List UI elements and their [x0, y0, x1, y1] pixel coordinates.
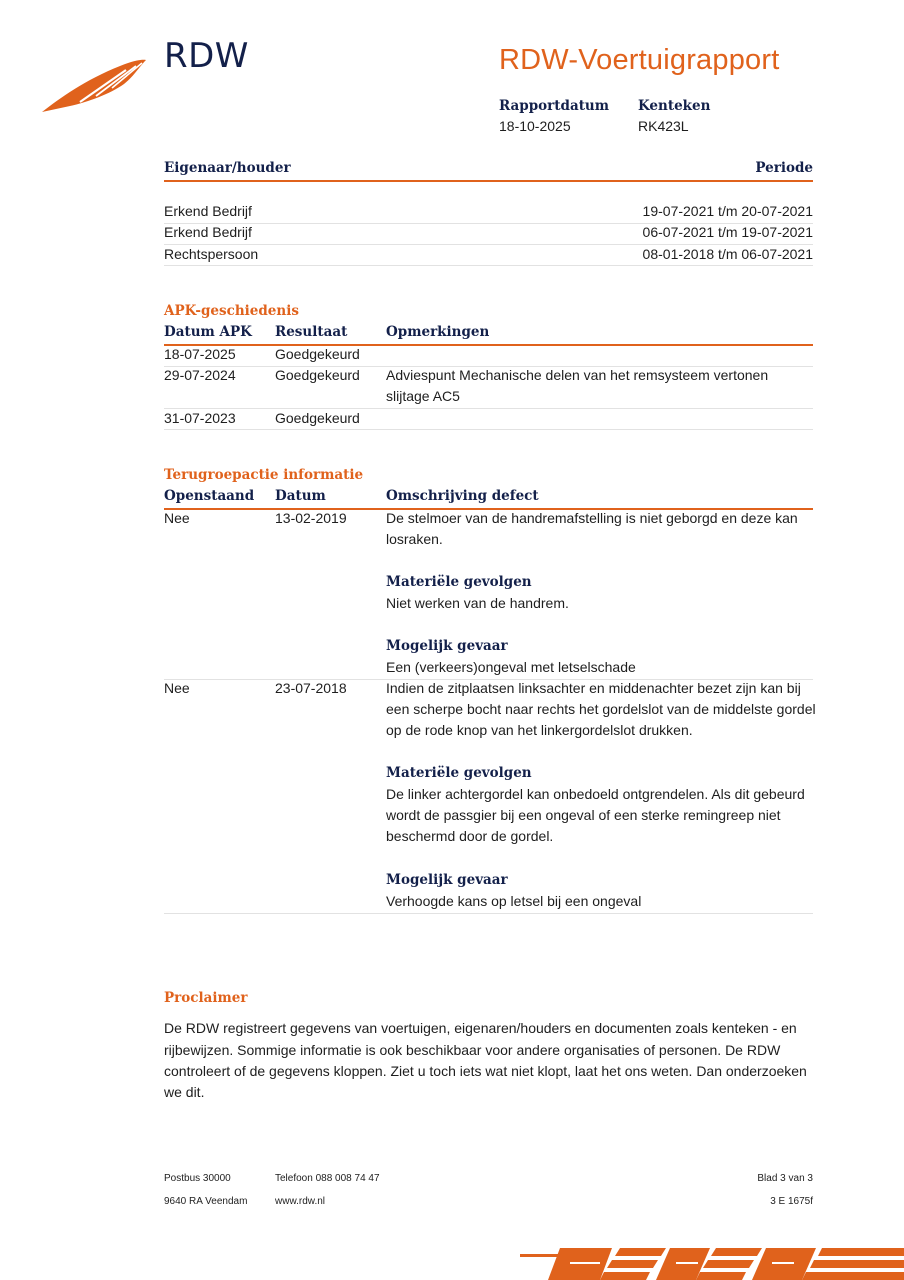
proclaimer-line: controleert of de gegevens kloppen. Ziet u toch iets wat niet klopt, laat het ons weten. Dan onderzoeken	[164, 1063, 807, 1079]
recall-date-cell: 23-07-2018	[275, 680, 347, 696]
row-divider	[164, 408, 813, 409]
consequences-line: Niet werken van de handrem.	[386, 595, 569, 611]
recall-description-line: Indien de zitplaatsen linksachter en middenachter bezet zijn kan bij	[386, 680, 801, 696]
period-cell: 08-01-2018 t/m 06-07-2021	[642, 246, 813, 262]
apk-result-cell: Goedgekeurd	[275, 367, 360, 383]
proclaimer-line: rijbewijzen. Sommige informatie is ook beschikbaar voor andere organisaties of personen. De RDW	[164, 1042, 781, 1058]
danger-label: Mogelijk gevaar	[386, 638, 508, 654]
recall-description-line: losraken.	[386, 531, 443, 547]
apk-remarks-column-header: Opmerkingen	[386, 324, 490, 340]
recall-date-cell: 13-02-2019	[275, 510, 347, 526]
apk-date-cell: 31-07-2023	[164, 410, 236, 426]
danger-line: Verhoogde kans op letsel bij een ongeval	[386, 893, 642, 909]
footer-city: 9640 RA Veendam	[164, 1196, 248, 1207]
proclaimer-line: we dit.	[164, 1084, 205, 1100]
consequences-line: De linker achtergordel kan onbedoeld ontgrendelen. Als dit gebeurd	[386, 786, 805, 802]
apk-section-title: APK-geschiedenis	[164, 303, 299, 319]
brand-name: RDW	[164, 36, 249, 76]
footer-po-box: Postbus 30000	[164, 1173, 231, 1184]
recall-section-title: Terugroepactie informatie	[164, 467, 364, 483]
plate-label: Kenteken	[638, 98, 711, 114]
recall-description-line: op de rode knop van het linkergordelslot drukken.	[386, 722, 693, 738]
apk-result-cell: Goedgekeurd	[275, 410, 360, 426]
row-divider	[164, 913, 813, 914]
plate-value: RK423L	[638, 118, 689, 134]
proclaimer-line: De RDW registreert gegevens van voertuigen, eigenaren/houders en documenten zoals kenteken - en	[164, 1020, 797, 1036]
row-divider	[164, 429, 813, 430]
decorative-stripes-icon	[520, 1244, 904, 1280]
proclaimer-title: Proclaimer	[164, 990, 248, 1006]
danger-line: Een (verkeers)ongeval met letselschade	[386, 659, 636, 675]
apk-header-rule	[164, 344, 813, 346]
recall-date-column-header: Datum	[275, 488, 326, 504]
recall-open-cell: Nee	[164, 510, 190, 526]
owner-cell: Erkend Bedrijf	[164, 224, 252, 240]
consequences-label: Materiële gevolgen	[386, 765, 532, 781]
apk-date-cell: 29-07-2024	[164, 367, 236, 383]
recall-description-column-header: Omschrijving defect	[386, 488, 539, 504]
consequences-line: beschermd door de gordel.	[386, 828, 554, 844]
footer-phone: Telefoon 088 008 74 47	[275, 1173, 380, 1184]
consequences-line: wordt de passgier bij een ongeval of een sterke remingreep niet	[386, 807, 781, 823]
consequences-label: Materiële gevolgen	[386, 574, 532, 590]
period-column-header: Periode	[755, 160, 813, 176]
report-date-value: 18-10-2025	[499, 118, 571, 134]
recall-description-line: een scherpe bocht naar rechts het gordelslot van de middelste gordel	[386, 701, 816, 717]
rdw-logo-icon	[40, 58, 148, 116]
recall-description-line: De stelmoer van de handremafstelling is niet geborgd en deze kan	[386, 510, 798, 526]
recall-open-cell: Nee	[164, 680, 190, 696]
footer-page-number: Blad 3 van 3	[757, 1173, 813, 1184]
owner-column-header: Eigenaar/houder	[164, 160, 291, 176]
period-cell: 19-07-2021 t/m 20-07-2021	[642, 203, 813, 219]
apk-result-column-header: Resultaat	[275, 324, 348, 340]
owners-header-rule	[164, 180, 813, 182]
apk-remarks-line: slijtage AC5	[386, 388, 460, 404]
danger-label: Mogelijk gevaar	[386, 872, 508, 888]
apk-date-column-header: Datum APK	[164, 324, 252, 340]
apk-result-cell: Goedgekeurd	[275, 346, 360, 362]
document-title: RDW-Voertuigrapport	[499, 44, 780, 76]
owner-cell: Erkend Bedrijf	[164, 203, 252, 219]
report-date-label: Rapportdatum	[499, 98, 610, 114]
row-divider	[164, 265, 813, 266]
recall-open-column-header: Openstaand	[164, 488, 255, 504]
apk-remarks-line: Adviespunt Mechanische delen van het remsysteem vertonen	[386, 367, 769, 383]
period-cell: 06-07-2021 t/m 19-07-2021	[642, 224, 813, 240]
footer-website-link[interactable]: www.rdw.nl	[275, 1196, 326, 1207]
apk-date-cell: 18-07-2025	[164, 346, 236, 362]
owner-cell: Rechtspersoon	[164, 246, 259, 262]
footer-document-code: 3 E 1675f	[770, 1196, 813, 1207]
